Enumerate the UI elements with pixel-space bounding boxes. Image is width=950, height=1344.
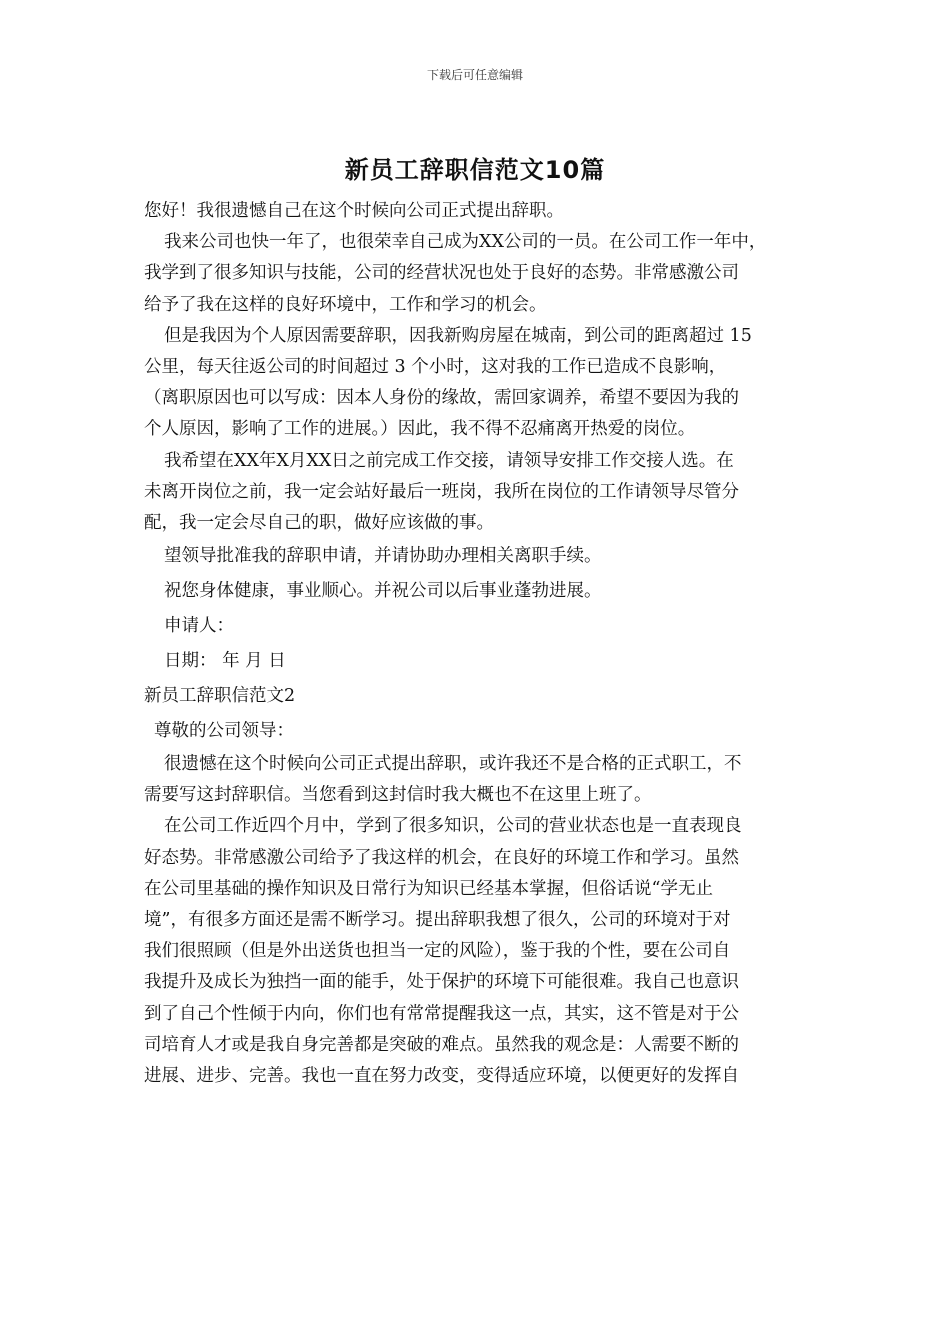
text-line: 在公司工作近四个月中，学到了很多知识，公司的营业状态也是一直表现良 bbox=[164, 816, 742, 837]
text-line: 很遗憾在这个时候向公司正式提出辞职，或许我还不是合格的正式职工，不 bbox=[164, 754, 742, 775]
text-line: 未离开岗位之前，我一定会站好最后一班岗，我所在岗位的工作请领导尽管分 bbox=[144, 481, 739, 502]
header-note: 下载后可任意编辑 bbox=[426, 68, 523, 82]
text-line: 我们很照顾（但是外出送货也担当一定的风险），鉴于我的个性，要在公司自 bbox=[144, 941, 731, 962]
text-line: 公里，每天往返公司的时间超过 3 个小时，这对我的工作已造成不良影响， bbox=[144, 356, 727, 377]
text-line: 尊敬的公司领导： bbox=[154, 721, 294, 742]
text-line: 我希望在XX年X月XX日之前完成工作交接，请领导安排工作交接人选。在 bbox=[164, 450, 734, 471]
text-line: 需要写这封辞职信。当您看到这封信时我大概也不在这里上班了。 bbox=[144, 785, 652, 806]
page-title: 新员工辞职信范文10篇 bbox=[344, 156, 606, 184]
text-line: 进展、进步、完善。我也一直在努力改变，变得适应环境，以便更好的发挥自 bbox=[144, 1065, 739, 1086]
text-line: 境”，有很多方面还是需不断学习。提出辞职我想了很久，公司的环境对于对 bbox=[144, 910, 731, 930]
text-line: 祝您身体健康，事业顺心。并祝公司以后事业蓬勃进展。 bbox=[164, 581, 602, 602]
text-line: 司培育人才或是我自身完善都是突破的难点。虽然我的观念是：人需要不断的 bbox=[144, 1034, 739, 1055]
text-line: 给予了我在这样的良好环境中，工作和学习的机会。 bbox=[144, 294, 547, 315]
text-line: 我来公司也快一年了，也很荣幸自己成为XX公司的一员。在公司工作一年中， bbox=[164, 232, 767, 253]
text-line: 新员工辞职信范文2 bbox=[144, 686, 296, 707]
text-line: 我学到了很多知识与技能，公司的经营状况也处于良好的态势。非常感激公司 bbox=[144, 263, 739, 284]
text-line: （离职原因也可以写成：因本人身份的缘故，需回家调养，希望不要因为我的 bbox=[144, 388, 739, 409]
text-line: 申请人： bbox=[164, 616, 234, 637]
text-line: 配，我一定会尽自己的职，做好应该做的事。 bbox=[144, 512, 494, 533]
text-line: 个人原因，影响了工作的进展。）因此，我不得不忍痛离开热爱的岗位。 bbox=[144, 419, 696, 440]
text-line: 到了自己个性倾于内向，你们也有常常提醒我这一点，其实，这不管是对于公 bbox=[144, 1003, 739, 1024]
text-line: 日期： 年 月 日 bbox=[164, 651, 286, 672]
text-line: 望领导批准我的辞职申请，并请协助办理相关离职手续。 bbox=[164, 546, 602, 567]
text-line: 在公司里基础的操作知识及日常行为知识已经基本掌握，但俗话说“学无止 bbox=[144, 878, 713, 899]
text-line: 好态势。非常感激公司给予了我这样的机会，在良好的环境工作和学习。虽然 bbox=[144, 847, 739, 868]
text-line: 但是我因为个人原因需要辞职，因我新购房屋在城南，到公司的距离超过 15 bbox=[164, 325, 752, 346]
text-line: 您好！我很遗憾自己在这个时候向公司正式提出辞职。 bbox=[144, 201, 564, 221]
letter-body bbox=[144, 196, 814, 1092]
text-line: 我提升及成长为独挡一面的能手，处于保护的环境下可能很难。我自己也意识 bbox=[144, 972, 739, 993]
